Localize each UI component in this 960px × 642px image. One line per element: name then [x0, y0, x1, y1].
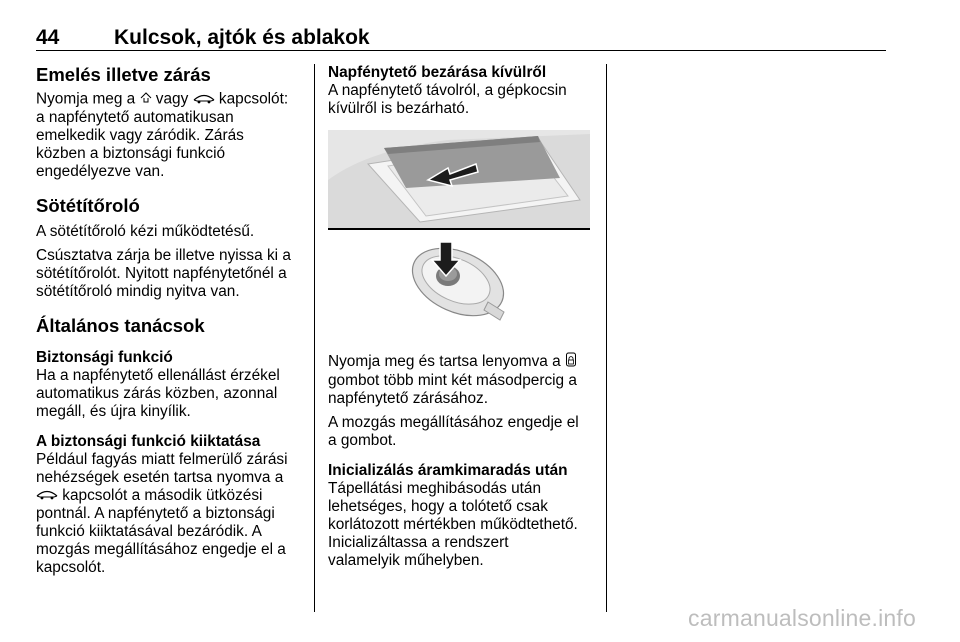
illustration-sunroof-key	[328, 130, 590, 340]
page-number: 44	[36, 26, 60, 49]
heading-biztonsagi: Biztonsági funkció	[36, 349, 173, 366]
paragraph-kiiktatas: Például fagyás miatt felmerülő zárási nehézségek esetén tartsa nyomva a kapcsolót a második ütközési pontnál. A napfénytető a biztonsági funkció kiiktatásával bezáródik. A mozgás megállításához engedje el a kapcsolót.	[36, 451, 288, 577]
chapter-title: Kulcsok, ajtók és ablakok	[114, 26, 370, 49]
paragraph-biztonsagi: Ha a napfénytető ellenállást érzékel automatikus zárás közben, azonnal megáll, és újra kinyílik.	[36, 367, 280, 420]
sunroof-and-key-illustration	[328, 130, 590, 340]
paragraph-sotetito-1: A sötétítőroló kézi működtetésű.	[36, 223, 255, 240]
column-left	[36, 64, 302, 577]
heading-kivulrol: Napfénytető bezárása kívülről	[328, 64, 547, 81]
heading-kiiktatas: A biztonsági funkció kiiktatása	[36, 433, 261, 450]
paragraph-emeles: Nyomja meg a vagy kapcsolót: a napfénytető automatikusan emelkedik vagy záródik. Zárás közben a biztonsági funkció engedélyezve van.	[36, 90, 289, 180]
paragraph-nyomja: Nyomja meg és tartsa lenyomva a gombot több mint két másodpercig a napfénytető zárásához.	[328, 353, 577, 407]
watermark: carmanualsonline.info	[688, 605, 916, 631]
key-lock-icon	[565, 352, 577, 372]
sunroof-tilt-icon	[140, 90, 152, 109]
heading-sotetito: Sötétítőroló	[36, 195, 140, 216]
paragraph-inicializalas: Tápellátási meghibásodás után lehetséges, hogy a tolótető csak korlátozott mértékben működtethető. Inicializáltassa a rendszert valamelyik műhelyben.	[328, 480, 578, 569]
paragraph-mozgas: A mozgás megállításához engedje el a gombot.	[328, 414, 579, 449]
page-header	[36, 26, 886, 51]
heading-altalanos: Általános tanácsok	[36, 315, 205, 336]
paragraph-kivulrol: A napfénytető távolról, a gépkocsin kívülről is bezárható.	[328, 82, 567, 117]
column-middle	[328, 64, 596, 570]
heading-emeles: Emelés illetve zárás	[36, 64, 211, 85]
sunroof-slide-icon	[36, 487, 58, 505]
heading-inicializalas: Inicializálás áramkimaradás után	[328, 462, 568, 479]
sunroof-slide-icon	[193, 91, 215, 109]
column-divider-1	[314, 64, 315, 612]
paragraph-sotetito-2: Csúsztatva zárja be illetve nyissa ki a sötétítőrolót. Nyitott napfénytetőnél a sötétítőroló mindig nyitva van.	[36, 247, 291, 300]
column-divider-2	[606, 64, 607, 612]
